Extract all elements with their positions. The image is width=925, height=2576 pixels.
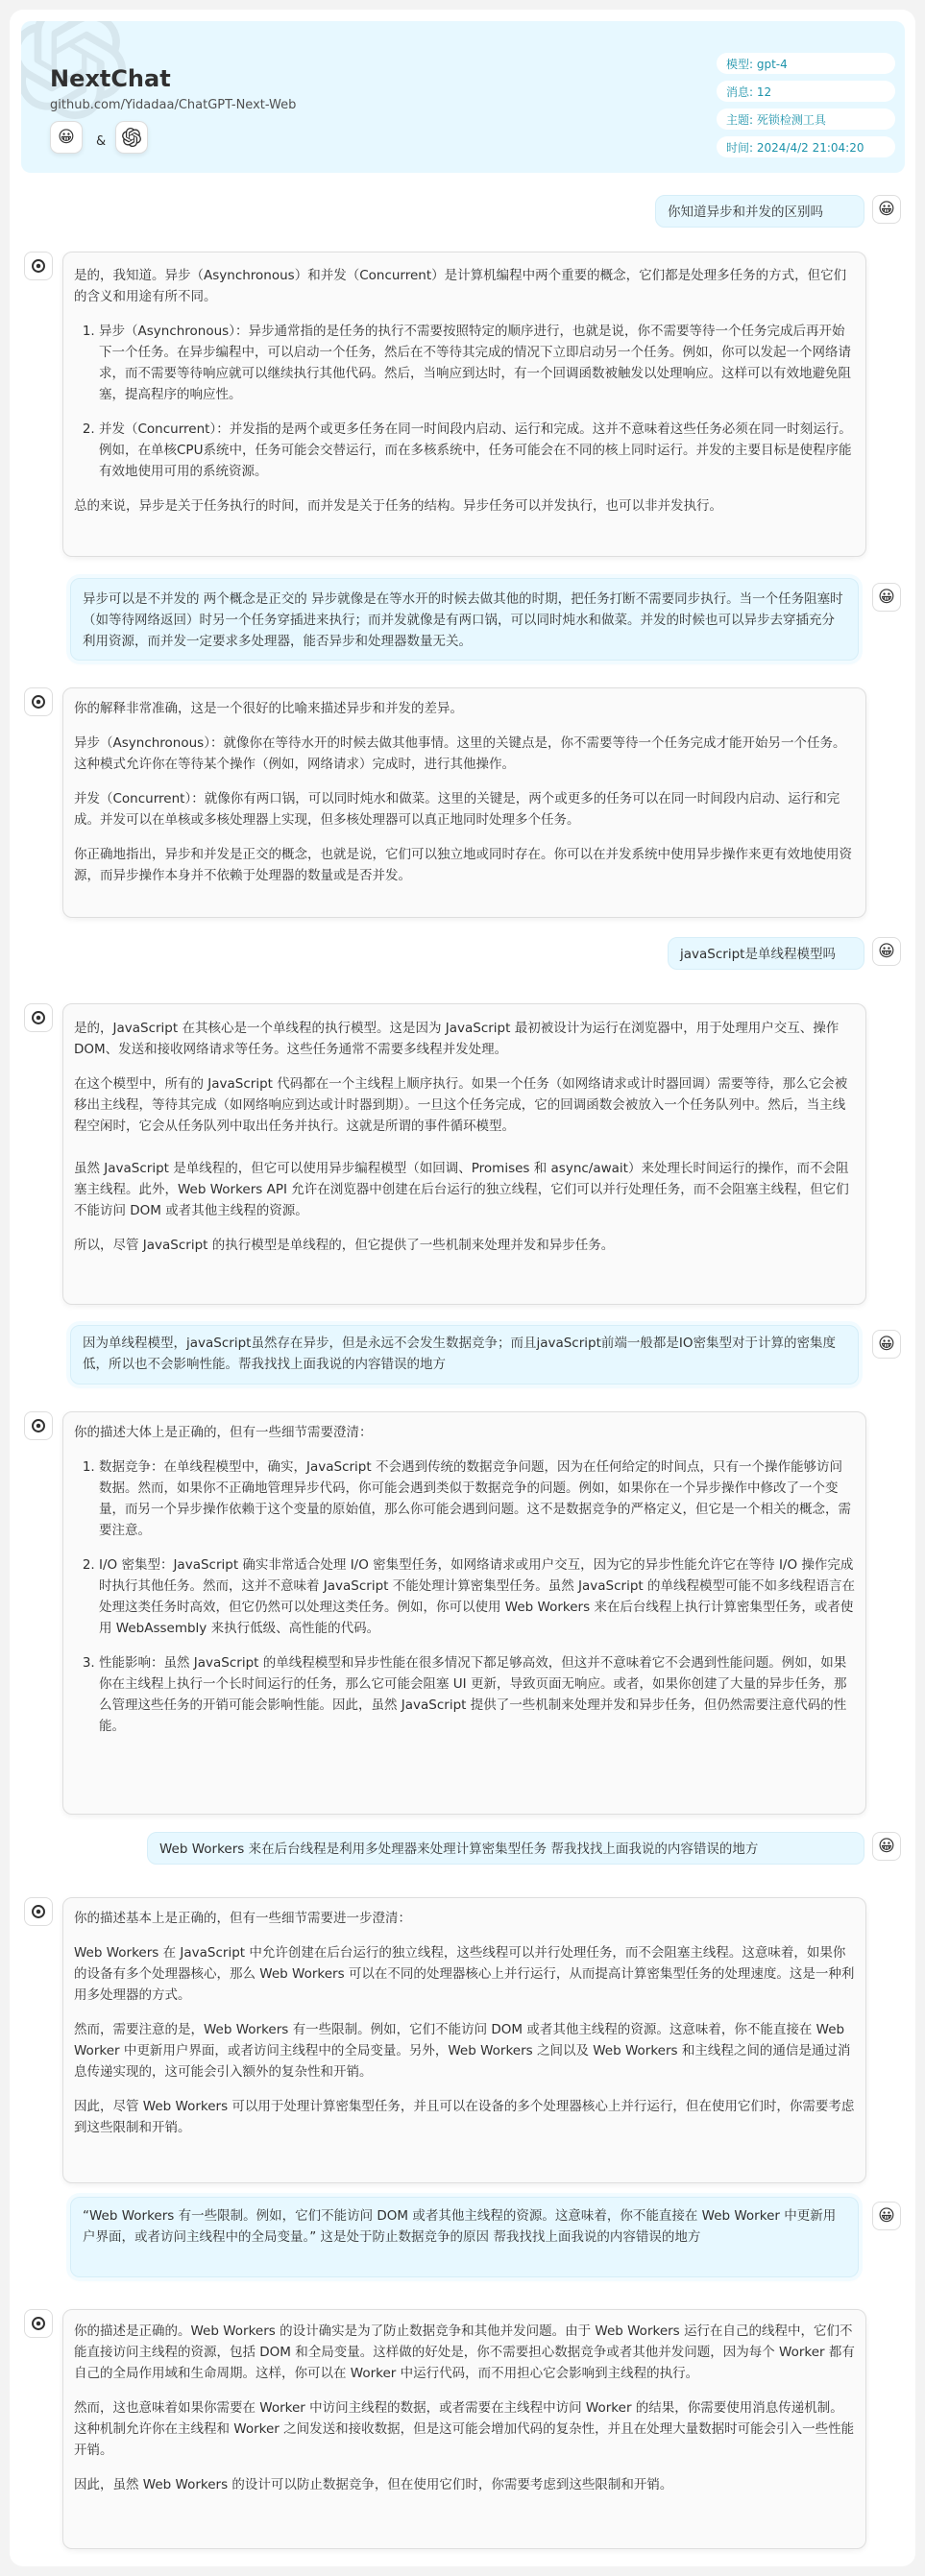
openai-logo-icon (30, 693, 47, 710)
grinning-face-icon: 😀 (878, 2205, 895, 2226)
openai-logo-icon (30, 1417, 47, 1434)
user-message: 因为单线程模型，javaScript虽然存在异步，但是永远不会发生数据竞争；而且javaScript前端一般都是IO密集型对于计算的密集度低，所以也不会影响性能。帮我找找上面我说的内容错误的地方 (70, 1325, 859, 1384)
bot-avatar-small (24, 1897, 53, 1926)
grinning-face-icon: 😀 (878, 1836, 895, 1856)
grinning-face-icon: 😀 (878, 587, 895, 607)
grinning-face-icon: 😀 (878, 199, 895, 219)
user-avatar-small (872, 1330, 901, 1359)
meta-model: 模型: gpt-4 (717, 53, 895, 74)
openai-logo-icon (30, 2315, 47, 2332)
user-avatar-small (872, 937, 901, 966)
meta-time: 时间: 2024/4/2 21:04:20 (717, 136, 895, 157)
avatar-separator: & (96, 134, 107, 149)
bot-message: 是的，JavaScript 在其核心是一个单线程的执行模型。这是因为 JavaScript 最初被设计为运行在浏览器中，用于处理用户交互、操作 DOM、发送和接收网络请求等任务。这些任务通常不需要多线程并发处理。 在这个模型中，所有的 JavaScript 代码都在一个主线程上顺序执行。如果一个任务（如网络请求或计时器回调）需要等待，那么它会被移出主线程，等待其完成（如网络响应到达或计时器到期）。一旦这个任务完成，它的回调函数会被放入一个任务队列中。然后，当主线程空闲时，它会从任务队列中取出任务并执行。这就是所谓的事件循环模型。 虽然 JavaScript 是单线程的，但它可以使用异步编程模型（如回调、Promises 和 async/await）来处理长时间运行的操作，而不会阻塞主线程。此外，Web Workers API 允许在浏览器中创建在后台运行的独立线程，它们可以并行处理任务，而不会阻塞主线程，但它们不能访问 DOM 或者其他主线程的资源。 所以，尽管 JavaScript 的执行模型是单线程的，但它提供了一些机制来处理并发和异步任务。 (62, 1003, 866, 1305)
bot-message: 是的，我知道。异步（Asynchronous）和并发（Concurrent）是计算机编程中两个重要的概念，它们都是处理多任务的方式，但它们的含义和用途有所不同。 1. 异步（Asynchronous）：异步通常指的是任务的执行不需要按照特定的顺序进行，也就是说，你不需要等待一个任务完成后再开始下一个任务。在异步编程中，可以启动一个任务，然后在不等待其完成的情况下立即启动另一个任务。例如，你可以发起一个网络请求，而不需要等待响应就可以继续执行其他代码。然后，当响应到达时，有一个回调函数被触发以处理响应。这样可以有效地避免阻塞，提高程序的响应性。 2. 并发（Concurrent）：并发指的是两个或更多任务在同一时间段内启动、运行和完成。这并不意味着这些任务必须在同一时刻运行。例如，在单核CPU系统中，任务可能会交替运行，而在多核系统中，任务可能会在不同的核上同时运行。并发的主要目标是使程序能有效地使用可用的系统资源。 总的来说，异步是关于任务执行的时间，而并发是关于任务的结构。异步任务可以并发执行，也可以非并发执行。 (62, 252, 866, 557)
meta-topic: 主题: 死锁检测工具 (717, 108, 895, 130)
ordered-list: 1. 数据竞争：在单线程模型中，确实，JavaScript 不会遇到传统的数据竞争问题，因为在任何给定的时间点，只有一个操作能够访问数据。然而，如果你不正确地管理异步代码，你可能会遇到类似于数据竞争的问题。例如，如果你在一个异步操作中修改了一个变量，而另一个异步操作依赖于这个变量的原始值，那么你可能会遇到问题。这不是数据竞争的严格定义，但它是一个相关的概念，需要注意。 2. I/O 密集型：JavaScript 确实非常适合处理 I/O 密集型任务，如网络请求或用户交互，因为它的异步性能允许它在等待 I/O 操作完成时执行其他任务。然而，这并不意味着 JavaScript 不能处理计算密集型任务。虽然 JavaScript 的单线程模型可能不如多线程语言在处理这类任务时高效，但它仍然可以处理这类任务。例如，你可以使用 Web Workers 来在后台线程上执行计算密集型任务，或者使用 WebAssembly 来执行低级、高性能的代码。 3. 性能影响：虽然 JavaScript 的单线程模型和异步性能在很多情况下都足够高效，但这并不意味着它不会遇到性能问题。例如，如果你在主线程上执行一个长时间运行的任务，那么它可能会阻塞 UI 更新，导致页面无响应。或者，如果你创建了大量的异步任务，那么管理这些任务的开销可能会影响性能。因此，虽然 JavaScript 提供了一些机制来处理并发和异步任务，但仍然需要注意代码的性能。 (74, 1457, 855, 1737)
bot-avatar-small (24, 687, 53, 716)
user-message: 异步可以是不并发的 两个概念是正交的 异步就像是在等水开的时候去做其他的时期，把任务打断不需要同步执行。当一个任务阻塞时（如等待网络返回）时另一个任务穿插进来执行；而并发就像是有两口锅，可以同时炖水和做菜。并发的时候也可以异步去穿插充分利用资源，而并发一定要求多处理器，能否异步和处理器数量无关。 (70, 578, 859, 661)
user-avatar (50, 121, 83, 154)
user-avatar-small (872, 1832, 901, 1861)
openai-logo-icon (30, 1009, 47, 1026)
grinning-face-icon: 😀 (878, 1334, 895, 1354)
chat-page (10, 10, 915, 2566)
bot-message: 你的描述大体上是正确的，但有一些细节需要澄清： 1. 数据竞争：在单线程模型中，确实，JavaScript 不会遇到传统的数据竞争问题，因为在任何给定的时间点，只有一个操作能够访问数据。然而，如果你不正确地管理异步代码，你可能会遇到类似于数据竞争的问题。例如，如果你在一个异步操作中修改了一个变量，而另一个异步操作依赖于这个变量的原始值，那么你可能会遇到问题。这不是数据竞争的严格定义，但它是一个相关的概念，需要注意。 2. I/O 密集型：JavaScript 确实非常适合处理 I/O 密集型任务，如网络请求或用户交互，因为它的异步性能允许它在等待 I/O 操作完成时执行其他任务。然而，这并不意味着 JavaScript 不能处理计算密集型任务。虽然 JavaScript 的单线程模型可能不如多线程语言在处理这类任务时高效，但它仍然可以处理这类任务。例如，你可以使用 Web Workers 来在后台线程上执行计算密集型任务，或者使用 WebAssembly 来执行低级、高性能的代码。 3. 性能影响：虽然 JavaScript 的单线程模型和异步性能在很多情况下都足够高效，但这并不意味着它不会遇到性能问题。例如，如果你在主线程上执行一个长时间运行的任务，那么它可能会阻塞 UI 更新，导致页面无响应。或者，如果你创建了大量的异步任务，那么管理这些任务的开销可能会影响性能。因此，虽然 JavaScript 提供了一些机制来处理并发和异步任务，但仍然需要注意代码的性能。 (62, 1411, 866, 1815)
openai-logo-icon (30, 257, 47, 275)
ordered-list: 1. 异步（Asynchronous）：异步通常指的是任务的执行不需要按照特定的顺序进行，也就是说，你不需要等待一个任务完成后再开始下一个任务。在异步编程中，可以启动一个任务，然后在不等待其完成的情况下立即启动另一个任务。例如，你可以发起一个网络请求，而不需要等待响应就可以继续执行其他代码。然后，当响应到达时，有一个回调函数被触发以处理响应。这样可以有效地避免阻塞，提高程序的响应性。 2. 并发（Concurrent）：并发指的是两个或更多任务在同一时间段内启动、运行和完成。这并不意味着这些任务必须在同一时刻运行。例如，在单核CPU系统中，任务可能会交替运行，而在多核系统中，任务可能会在不同的核上同时运行。并发的主要目标是使程序能有效地使用可用的系统资源。 (74, 321, 855, 482)
user-avatar-small (872, 195, 901, 224)
bot-avatar-small (24, 1003, 53, 1032)
user-message: javaScript是单线程模型吗 (668, 937, 864, 970)
bot-message: 你的描述基本上是正确的，但有一些细节需要进一步澄清： Web Workers 在 JavaScript 中允许创建在后台运行的独立线程，这些线程可以并行处理任务，而不会阻塞主线程。这意味着，如果你的设备有多个处理器核心，那么 Web Workers 可以在不同的处理器核心上并行运行，从而提高计算密集型任务的处理速度。这是一种利用多处理器的方式。 然而，需要注意的是，Web Workers 有一些限制。例如，它们不能访问 DOM 或者其他主线程的资源。这意味着，你不能直接在 Web Worker 中更新用户界面，或者访问主线程中的全局变量。另外，Web Workers 之间以及 Web Workers 和主线程之间的通信是通过消息传递实现的，这可能会引入额外的复杂性和开销。 因此，尽管 Web Workers 可以用于处理计算密集型任务，并且可以在设备的多个处理器核心上并行运行，但在使用它们时，你需要考虑到这些限制和开销。 (62, 1897, 866, 2183)
bot-message: 你的描述是正确的。Web Workers 的设计确实是为了防止数据竞争和其他并发问题。由于 Web Workers 运行在自己的线程中，它们不能直接访问主线程的资源，包括 DOM 和全局变量。这样做的好处是，你不需要担心数据竞争或者其他并发问题，因为每个 Worker 都有自己的全局作用域和生命周期。这样，你可以在 Worker 中运行代码，而不用担心它会影响到主线程的执行。 然而，这也意味着如果你需要在 Worker 中访问主线程的数据，或者需要在主线程中访问 Worker 的结果，你需要使用消息传递机制。这种机制允许你在主线程和 Worker 之间发送和接收数据，但是这可能会增加代码的复杂性，并且在处理大量数据时可能会引入一些性能开销。 因此，虽然 Web Workers 的设计可以防止数据竞争，但在使用它们时，你需要考虑到这些限制和开销。 (62, 2309, 866, 2549)
grinning-face-icon: 😀 (878, 941, 895, 961)
bot-message: 你的解释非常准确，这是一个很好的比喻来描述异步和并发的差异。 异步（Asynchronous）：就像你在等待水开的时候去做其他事情。这里的关键点是，你不需要等待一个任务完成才能开始另一个任务。这种模式允许你在等待某个操作（例如，网络请求）完成时，进行其他操作。 并发（Concurrent）：就像你有两口锅，可以同时炖水和做菜。这里的关键是，两个或更多的任务可以在同一时间段内启动、运行和完成。并发可以在单核或多核处理器上实现，但多核处理器可以真正地同时处理多个任务。 你正确地指出，异步和并发是正交的概念，也就是说，它们可以独立地或同时存在。你可以在并发系统中使用异步操作来更有效地使用资源，而异步操作本身并不依赖于处理器的数量或是否并发。 (62, 687, 866, 918)
openai-logo-icon (122, 128, 141, 147)
user-message: “Web Workers 有一些限制。例如，它们不能访问 DOM 或者其他主线程的资源。这意味着，你不能直接在 Web Worker 中更新用户界面，或者访问主线程中的全局变量。” 这是处于防止数据竞争的原因 帮我找找上面我说的内容错误的地方 (70, 2197, 859, 2277)
bot-avatar-small (24, 252, 53, 280)
user-avatar-small (872, 583, 901, 612)
grinning-face-icon: 😀 (58, 127, 75, 147)
openai-logo-icon (30, 1903, 47, 1920)
user-message: 你知道异步和并发的区别吗 (655, 195, 864, 228)
user-message: Web Workers 来在后台线程是利用多处理器来处理计算密集型任务 帮我找找上面我说的内容错误的地方 (147, 1832, 864, 1865)
app-title: NextChat (50, 65, 171, 92)
chat-header (21, 21, 905, 173)
bot-avatar-small (24, 2309, 53, 2338)
repo-link[interactable]: github.com/Yidadaa/ChatGPT-Next-Web (50, 98, 297, 112)
meta-messages: 消息: 12 (717, 81, 895, 102)
bot-avatar (115, 121, 148, 154)
user-avatar-small (872, 2202, 901, 2230)
bot-avatar-small (24, 1411, 53, 1440)
